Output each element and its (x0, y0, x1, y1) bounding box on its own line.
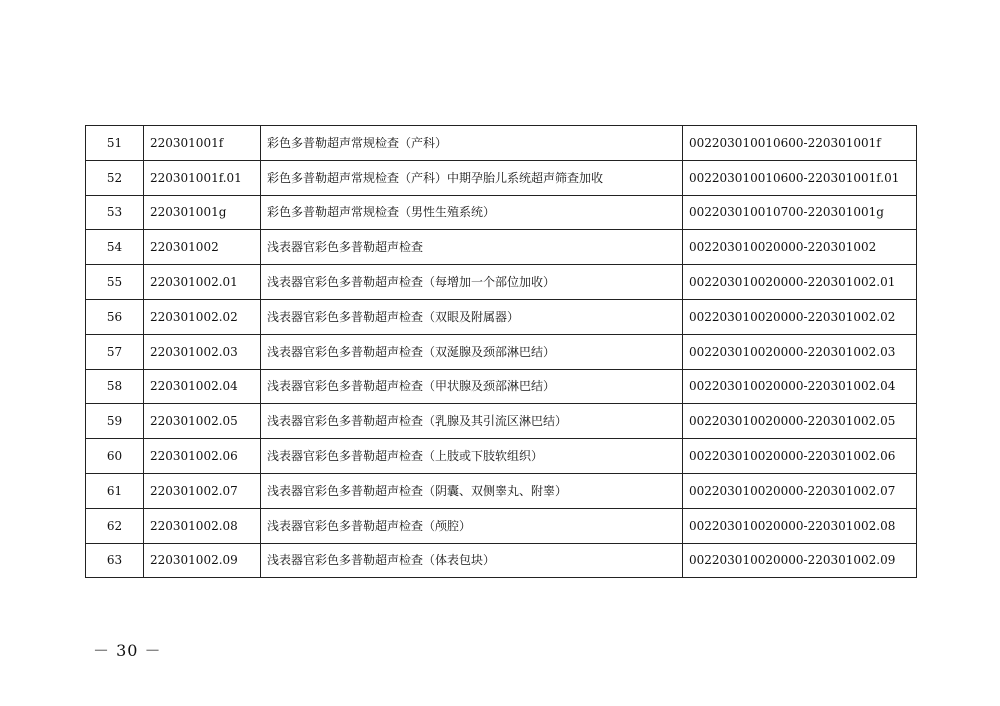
table-row (86, 404, 917, 439)
item-name: 浅表器官彩色多普勒超声检查（乳腺及其引流区淋巴结） (261, 404, 683, 439)
full-item-code: 002203010020000-220301002.09 (683, 543, 917, 578)
item-code: 220301002 (144, 230, 261, 265)
table-row (86, 334, 917, 369)
item-name: 浅表器官彩色多普勒超声检查（阴囊、双侧睾丸、附睾） (261, 473, 683, 508)
item-name: 彩色多普勒超声常规检查（男性生殖系统） (261, 195, 683, 230)
row-number: 53 (86, 195, 144, 230)
full-item-code: 002203010020000-220301002.04 (683, 369, 917, 404)
row-number: 62 (86, 508, 144, 543)
full-item-code: 002203010010600-220301001f.01 (683, 160, 917, 195)
item-name: 浅表器官彩色多普勒超声检查（双眼及附属器） (261, 299, 683, 334)
item-code: 220301002.05 (144, 404, 261, 439)
item-code: 220301002.07 (144, 473, 261, 508)
table-row (86, 126, 917, 161)
full-item-code: 002203010010600-220301001f (683, 126, 917, 161)
row-number: 63 (86, 543, 144, 578)
row-number: 52 (86, 160, 144, 195)
row-number: 51 (86, 126, 144, 161)
full-item-code: 002203010020000-220301002.05 (683, 404, 917, 439)
item-code: 220301002.04 (144, 369, 261, 404)
full-item-code: 002203010010700-220301001g (683, 195, 917, 230)
item-code: 220301002.09 (144, 543, 261, 578)
full-item-code: 002203010020000-220301002.06 (683, 439, 917, 474)
row-number: 58 (86, 369, 144, 404)
table-row (86, 299, 917, 334)
row-number: 55 (86, 265, 144, 300)
table-row (86, 369, 917, 404)
table-row (86, 195, 917, 230)
item-code: 220301001g (144, 195, 261, 230)
row-number: 59 (86, 404, 144, 439)
item-name: 彩色多普勒超声常规检查（产科） (261, 126, 683, 161)
table-row (86, 160, 917, 195)
item-name: 浅表器官彩色多普勒超声检查 (261, 230, 683, 265)
table-row (86, 543, 917, 578)
item-name: 浅表器官彩色多普勒超声检查（体表包块） (261, 543, 683, 578)
item-name: 浅表器官彩色多普勒超声检查（每增加一个部位加收） (261, 265, 683, 300)
item-name: 浅表器官彩色多普勒超声检查（颅腔） (261, 508, 683, 543)
row-number: 54 (86, 230, 144, 265)
table-body (86, 126, 917, 578)
table-row (86, 508, 917, 543)
item-code: 220301002.01 (144, 265, 261, 300)
full-item-code: 002203010020000-220301002 (683, 230, 917, 265)
item-name: 浅表器官彩色多普勒超声检查（上肢或下肢软组织） (261, 439, 683, 474)
item-code: 220301002.03 (144, 334, 261, 369)
row-number: 61 (86, 473, 144, 508)
item-code: 220301001f.01 (144, 160, 261, 195)
full-item-code: 002203010020000-220301002.02 (683, 299, 917, 334)
item-code: 220301002.08 (144, 508, 261, 543)
table-row (86, 439, 917, 474)
row-number: 57 (86, 334, 144, 369)
row-number: 56 (86, 299, 144, 334)
full-item-code: 002203010020000-220301002.03 (683, 334, 917, 369)
table-row (86, 230, 917, 265)
row-number: 60 (86, 439, 144, 474)
item-name: 浅表器官彩色多普勒超声检查（双涎腺及颈部淋巴结） (261, 334, 683, 369)
item-code: 220301002.02 (144, 299, 261, 334)
page-number: － 30 － (93, 641, 162, 660)
full-item-code: 002203010020000-220301002.01 (683, 265, 917, 300)
item-name: 彩色多普勒超声常规检查（产科）中期孕胎儿系统超声筛查加收 (261, 160, 683, 195)
item-code: 220301001f (144, 126, 261, 161)
item-name: 浅表器官彩色多普勒超声检查（甲状腺及颈部淋巴结） (261, 369, 683, 404)
item-code: 220301002.06 (144, 439, 261, 474)
item-code-table (85, 125, 917, 578)
table-row (86, 473, 917, 508)
full-item-code: 002203010020000-220301002.07 (683, 473, 917, 508)
table-row (86, 265, 917, 300)
full-item-code: 002203010020000-220301002.08 (683, 508, 917, 543)
